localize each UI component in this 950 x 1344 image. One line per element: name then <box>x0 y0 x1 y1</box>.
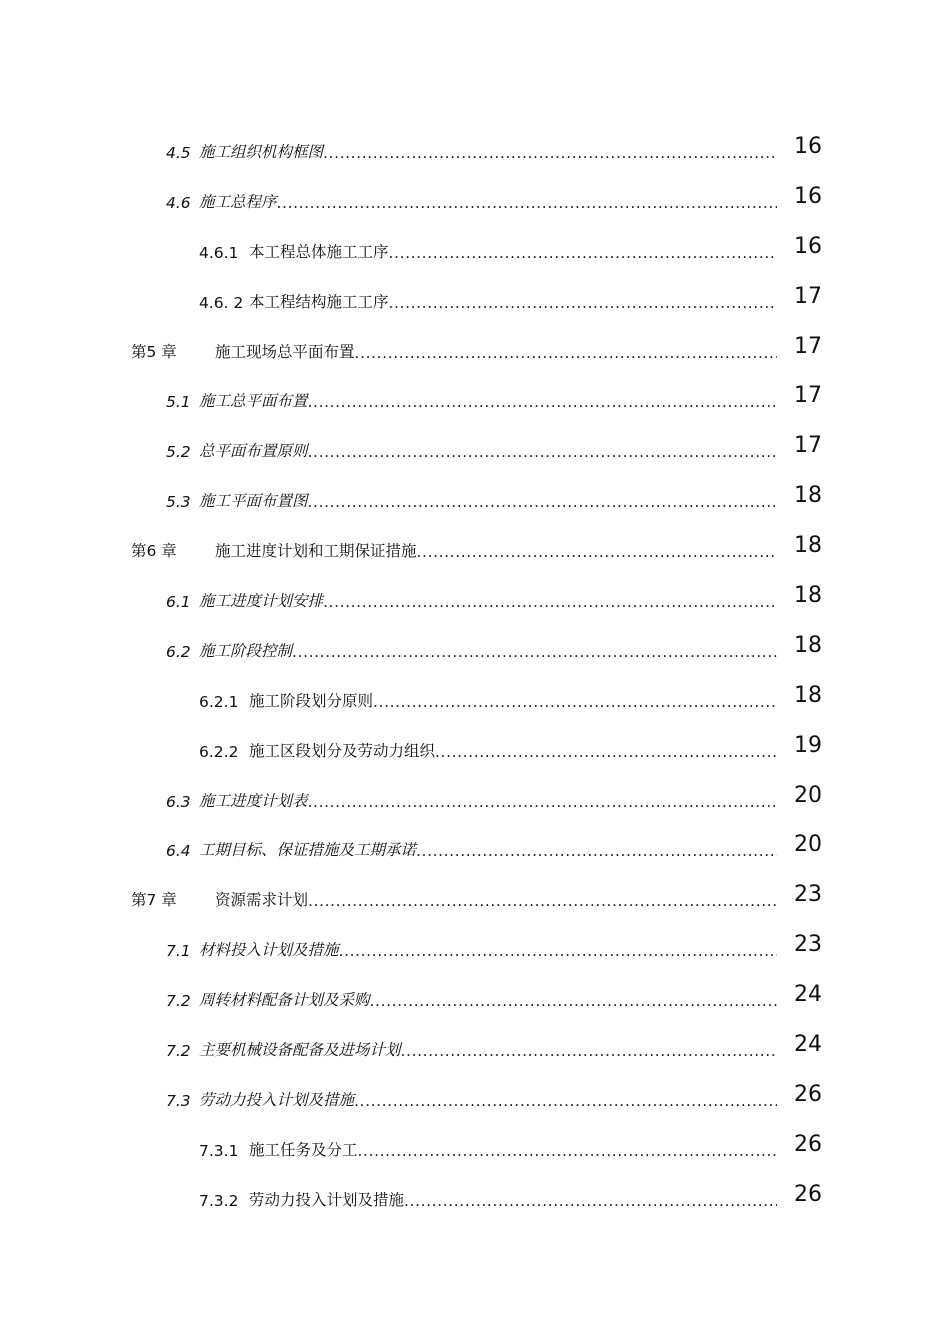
toc-page-number: 17 <box>794 333 822 359</box>
toc-row[interactable] <box>0 1122 950 1172</box>
dot-leader <box>323 593 777 611</box>
toc-row[interactable] <box>0 1172 950 1222</box>
toc-entry-section[interactable] <box>166 836 777 860</box>
toc-page-number: 16 <box>794 233 822 259</box>
toc-entry-number: 第5 章 <box>131 342 177 361</box>
toc-entry-title: 劳动力投入计划及措施 <box>199 1090 355 1109</box>
toc-entry-section[interactable] <box>166 587 777 611</box>
toc-entry-section[interactable] <box>166 487 777 511</box>
toc-entry-title: 本工程结构施工工序 <box>249 292 389 311</box>
toc-entry-number: 5.2 <box>166 443 191 462</box>
toc-page-number: 17 <box>794 283 822 309</box>
toc-entry-number: 第6 章 <box>131 542 177 561</box>
toc-entry-title: 总平面布置原则 <box>199 442 308 461</box>
toc-entry-title: 施工进度计划表 <box>199 791 308 810</box>
dot-leader <box>277 194 777 212</box>
dot-leader <box>389 244 777 262</box>
toc-row[interactable] <box>0 972 950 1022</box>
toc-row[interactable] <box>0 922 950 972</box>
dot-leader <box>354 1092 777 1110</box>
dot-leader <box>404 1192 777 1210</box>
toc-entry-section[interactable] <box>166 986 777 1010</box>
toc-entry-section[interactable] <box>166 188 777 212</box>
toc-entry-title: 施工总程序 <box>199 192 277 211</box>
toc-page-number: 16 <box>794 134 822 159</box>
toc-entry-chapter[interactable] <box>131 537 777 561</box>
toc-page-number: 19 <box>794 732 822 758</box>
toc-entry-number: 6.2.1 <box>199 692 239 711</box>
toc-entry-section[interactable] <box>166 387 777 411</box>
dot-leader <box>339 942 777 960</box>
dot-leader <box>389 294 777 312</box>
toc-page-number: 18 <box>794 682 822 708</box>
dot-leader <box>308 793 777 811</box>
toc-entry-section[interactable] <box>166 1036 777 1060</box>
toc-row[interactable] <box>0 1022 950 1072</box>
toc-page-number: 17 <box>794 383 822 409</box>
toc-entry-sub[interactable] <box>199 288 777 312</box>
toc-row[interactable] <box>0 274 950 324</box>
toc-page-number: 26 <box>794 1081 822 1107</box>
toc-entry-title: 施工阶段控制 <box>199 641 293 660</box>
toc-entry-section[interactable] <box>166 936 777 960</box>
toc-entry-number: 6.2 <box>166 642 191 661</box>
dot-leader <box>373 693 777 711</box>
dot-leader <box>292 643 777 661</box>
toc-row[interactable] <box>0 423 950 473</box>
toc-row[interactable] <box>0 523 950 573</box>
toc-entry-section[interactable] <box>166 437 777 461</box>
toc-entry-title: 劳动力投入计划及措施 <box>249 1190 405 1209</box>
toc-row[interactable] <box>0 473 950 523</box>
dot-leader <box>401 1042 777 1060</box>
table-of-contents <box>0 124 950 1222</box>
dot-leader <box>417 543 777 561</box>
toc-row[interactable] <box>0 373 950 423</box>
dot-leader <box>435 743 777 761</box>
toc-row[interactable] <box>0 773 950 823</box>
toc-row[interactable] <box>0 174 950 224</box>
dot-leader <box>358 1142 777 1160</box>
toc-entry-number: 6.4 <box>166 842 191 861</box>
toc-row[interactable] <box>0 822 950 872</box>
toc-entry-title: 施工平面布置图 <box>199 492 308 511</box>
toc-row[interactable] <box>0 573 950 623</box>
toc-entry-title: 施工组织机构框图 <box>199 143 324 161</box>
toc-entry-number: 7.2 <box>166 1042 191 1061</box>
dot-leader <box>323 144 777 162</box>
toc-entry-sub[interactable] <box>199 687 777 711</box>
toc-page-number: 16 <box>794 183 822 209</box>
toc-row[interactable] <box>0 872 950 922</box>
toc-page-number: 20 <box>794 832 822 858</box>
toc-page-number: 18 <box>794 483 822 509</box>
dot-leader <box>416 842 777 860</box>
toc-entry-number: 4.6. 2 <box>199 293 244 312</box>
toc-entry-number: 7.2 <box>166 992 191 1011</box>
toc-page-number: 18 <box>794 583 822 609</box>
toc-row[interactable] <box>0 673 950 723</box>
toc-entry-section[interactable] <box>166 1086 777 1110</box>
toc-entry-title: 施工任务及分工 <box>249 1140 358 1159</box>
toc-entry-sub[interactable] <box>199 737 777 761</box>
toc-entry-number: 5.1 <box>166 393 191 412</box>
dot-leader <box>308 443 777 461</box>
toc-entry-chapter[interactable] <box>131 886 777 910</box>
dot-leader <box>355 344 777 362</box>
toc-row[interactable] <box>0 324 950 374</box>
toc-entry-title: 施工进度计划和工期保证措施 <box>215 542 417 561</box>
toc-entry-sub[interactable] <box>199 238 777 262</box>
toc-entry-title: 周转材料配备计划及采购 <box>199 991 370 1010</box>
toc-entry-number: 7.3.1 <box>199 1141 239 1160</box>
toc-row[interactable] <box>0 124 950 174</box>
toc-entry-title: 施工阶段划分原则 <box>249 691 374 710</box>
toc-page-number: 24 <box>794 1032 822 1058</box>
toc-row[interactable] <box>0 1072 950 1122</box>
toc-entry-title: 资源需求计划 <box>215 891 309 910</box>
toc-page-number: 26 <box>794 1181 822 1207</box>
toc-entry-number: 7.3 <box>166 1091 191 1110</box>
toc-page-number: 18 <box>794 533 822 559</box>
toc-page-number: 26 <box>794 1131 822 1157</box>
toc-entry-number: 4.5 <box>166 144 191 162</box>
toc-entry-title: 施工现场总平面布置 <box>215 342 355 361</box>
toc-entry-sub[interactable] <box>199 1186 777 1210</box>
toc-entry-title: 材料投入计划及措施 <box>199 941 339 960</box>
toc-entry-chapter[interactable] <box>131 338 777 362</box>
toc-row[interactable] <box>0 623 950 673</box>
toc-entry-title: 施工进度计划安排 <box>199 592 324 611</box>
dot-leader <box>308 393 777 411</box>
toc-page-number: 23 <box>794 932 822 958</box>
toc-entry-section[interactable] <box>166 787 777 811</box>
toc-row[interactable] <box>0 723 950 773</box>
toc-page-number: 18 <box>794 632 822 658</box>
toc-entry-section[interactable] <box>166 138 777 162</box>
toc-page-number: 20 <box>794 782 822 808</box>
toc-page-number: 17 <box>794 433 822 459</box>
toc-entry-title: 工期目标、保证措施及工期承诺 <box>199 841 417 860</box>
dot-leader <box>308 493 777 511</box>
toc-entry-number: 7.1 <box>166 942 191 961</box>
toc-entry-number: 6.2.2 <box>199 742 239 761</box>
toc-entry-number: 6.3 <box>166 792 191 811</box>
toc-entry-title: 施工区段划分及劳动力组织 <box>249 741 436 760</box>
toc-entry-sub[interactable] <box>199 1136 777 1160</box>
toc-entry-number: 7.3.2 <box>199 1191 239 1210</box>
dot-leader <box>308 892 777 910</box>
toc-entry-number: 5.3 <box>166 493 191 512</box>
toc-entry-title: 主要机械设备配备及进场计划 <box>199 1041 401 1060</box>
toc-entry-number: 4.6.1 <box>199 243 239 262</box>
toc-row[interactable] <box>0 224 950 274</box>
toc-entry-title: 本工程总体施工工序 <box>249 242 389 261</box>
toc-entry-number: 第7 章 <box>131 891 177 910</box>
toc-entry-number: 4.6 <box>166 193 191 212</box>
toc-page-number: 24 <box>794 982 822 1008</box>
toc-entry-title: 施工总平面布置 <box>199 392 308 411</box>
toc-page-number: 23 <box>794 882 822 908</box>
toc-entry-number: 6.1 <box>166 593 191 612</box>
toc-entry-section[interactable] <box>166 637 777 661</box>
dot-leader <box>370 992 777 1010</box>
